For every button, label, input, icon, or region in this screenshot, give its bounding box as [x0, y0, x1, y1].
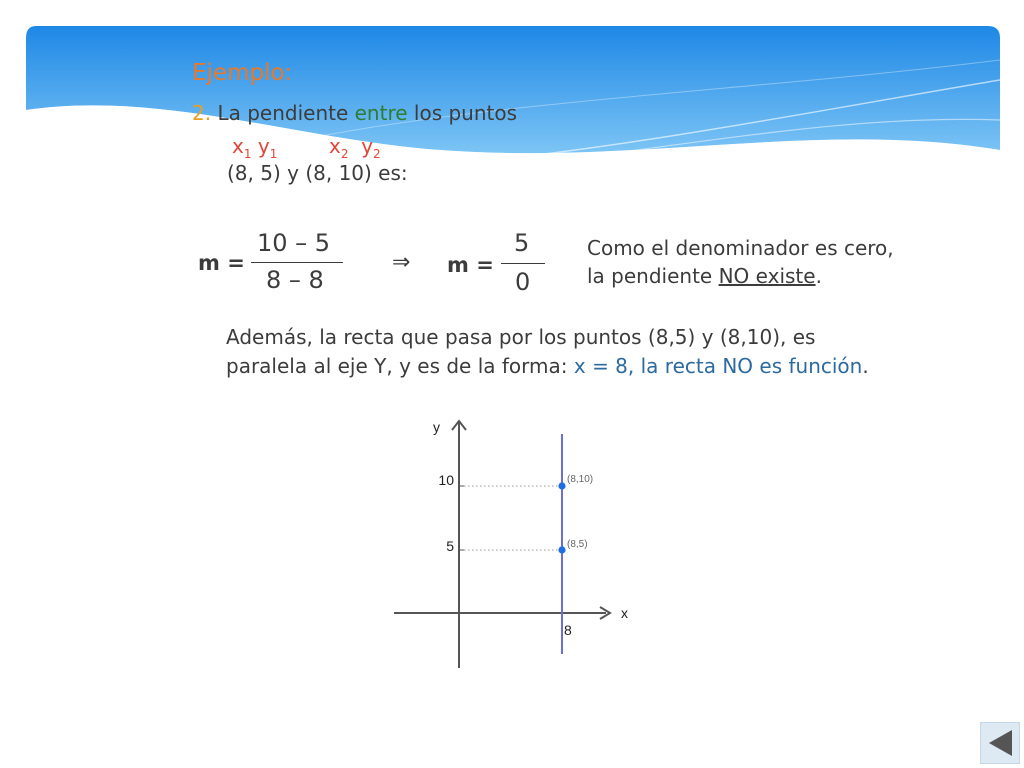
- var-y2: y: [361, 134, 374, 158]
- back-arrow-icon: [981, 723, 1019, 763]
- item-number: 2.: [192, 101, 212, 125]
- note-line-2: [587, 264, 822, 288]
- statement-post: los puntos: [413, 101, 518, 125]
- statement-line: [192, 101, 517, 125]
- note-line-2-pre: la pendiente: [587, 264, 719, 288]
- var-x2-y2: [329, 134, 381, 161]
- x-axis-label: x: [621, 605, 628, 621]
- numerator-2: 5: [514, 229, 530, 257]
- sub-2b: 2: [373, 147, 381, 161]
- y-tick-label-5: 5: [446, 538, 454, 554]
- y-axis-label: y: [433, 419, 440, 435]
- paragraph-line-2: [226, 354, 869, 378]
- numerator-1: 10 – 5: [257, 229, 331, 257]
- paragraph-line-2-pre: paralela al eje Y, y es de la forma:: [226, 354, 574, 378]
- point-label-8-10: (8,10): [567, 474, 594, 485]
- note-line-2-post: .: [815, 264, 822, 288]
- paragraph-line-1: Además, la recta que pasa por los puntos (8,5) y (8,10), es: [226, 325, 816, 349]
- point-8-10: [558, 482, 565, 489]
- var-x2: x: [329, 134, 341, 158]
- paragraph-line-2-post: .: [862, 354, 869, 378]
- statement-mid: entre: [354, 101, 408, 125]
- note-line-1: Como el denominador es cero,: [587, 236, 894, 260]
- sub-2a: 2: [340, 147, 349, 161]
- m-label-1: m =: [198, 251, 245, 275]
- note-underlined: NO existe: [718, 264, 816, 288]
- vertical-line-chart: [380, 410, 640, 675]
- slide-title: Ejemplo:: [192, 60, 293, 86]
- paragraph-highlight: x = 8, la recta NO es función: [573, 354, 863, 378]
- m-label-2: m =: [447, 253, 494, 277]
- header-banner: [0, 0, 1024, 200]
- var-y1: y: [257, 134, 270, 158]
- fraction-line-1: [251, 262, 343, 263]
- denominator-1: 8 – 8: [266, 266, 324, 294]
- denominator-2: 0: [515, 268, 531, 296]
- fraction-line-2: [501, 263, 545, 264]
- implies-arrow: ⇒: [392, 250, 411, 275]
- points-text: (8, 5) y (8, 10) es:: [227, 161, 408, 185]
- point-8-5: [558, 546, 565, 553]
- x-tick-label-8: 8: [564, 622, 572, 638]
- var-x1: x: [232, 134, 244, 158]
- previous-slide-button[interactable]: [980, 722, 1020, 764]
- y-tick-label-10: 10: [438, 472, 454, 488]
- statement-pre: La pendiente: [217, 101, 349, 125]
- point-label-8-5: (8,5): [567, 539, 588, 550]
- sub-1a: 1: [243, 147, 252, 161]
- var-x1-y1: [232, 134, 277, 161]
- sub-1b: 1: [269, 147, 278, 161]
